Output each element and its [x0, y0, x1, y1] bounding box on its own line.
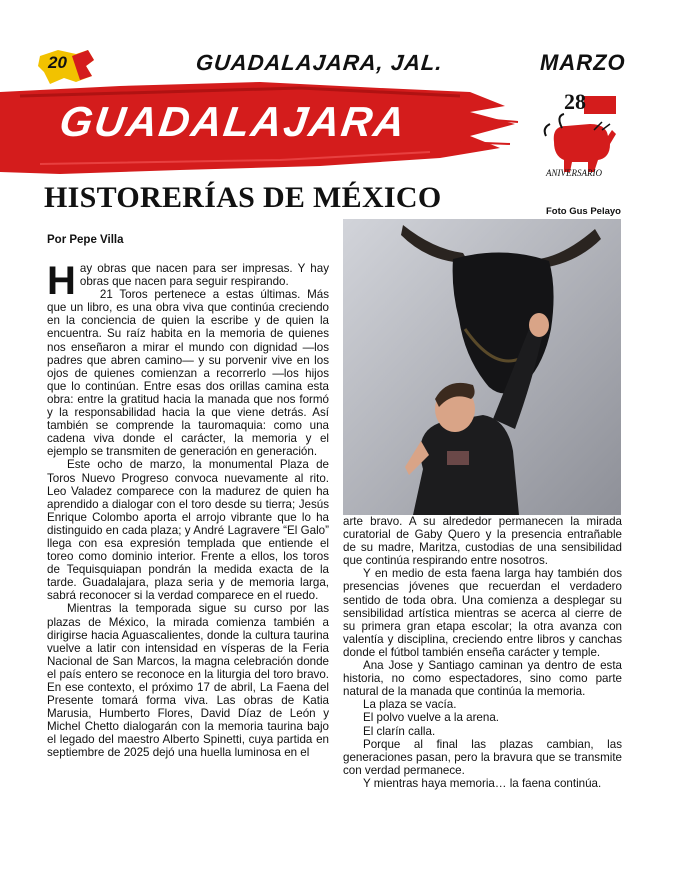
article-paragraph: Mientras la temporada sigue su curso por las plazas de México, la mirada comienza también a dirigirse hacia Aguascalientes, donde la cultura taurina vuelve a latir con intensidad en vísperas de la Feria Nacional de San Marcos, la magna celebración donde el país entero se reconoce en la liturgia del toro bravo. En ese contexto, el próximo 17 de abril, La Faena del Presente tomará forma viva. Las obras de Katia Marusia, Humberto Flores, David Díaz de León y Michel Chetto dialogarán con la memoria taurina bajo el legado del maestro Alberto Spinetti, cuya partida en septiembre de 2025 dejó una huella luminosa en el — [47, 602, 329, 760]
article-headline: HISTORERÍAS DE MÉXICO — [44, 181, 442, 214]
city-dateline: GUADALAJARA, JAL. — [194, 50, 445, 75]
byline: Por Pepe Villa — [47, 234, 124, 246]
month-label: MARZO — [540, 50, 626, 75]
article-paragraph: Y en medio de esta faena larga hay también dos presencias jóvenes que recuerdan el verdadero sentido de toda obra. Una comienza a desplegar su sensibilidad artística mientras se acerca al cierre de su primera gran etapa escolar; la otra avanza con valentía y disciplina, creciendo entre libros y canchas donde el fútbol también enseña carácter y temple. — [343, 567, 622, 659]
section-title: GUADALAJARA — [56, 98, 410, 145]
article-paragraph: Y mientras haya memoria… la faena continúa. — [363, 776, 602, 790]
article-column-left — [47, 259, 329, 760]
drop-cap: H — [47, 259, 76, 303]
article-paragraph: Porque al final las plazas cambian, las generaciones pasan, pero la bravura que se transmite con verdad permanece. — [343, 737, 622, 777]
article-paragraph: Hay obras que nacen para ser impresas. Y hay obras que nacen para seguir respirando. — [47, 259, 329, 303]
verse-line: El polvo vuelve a la arena. — [363, 711, 499, 725]
page-number: 20 — [48, 53, 67, 72]
verse-line: La plaza se vacía. — [363, 698, 457, 712]
article-photo — [343, 219, 621, 515]
article-column-right — [343, 515, 622, 790]
article-paragraph: 21 Toros pertenece a estas últimas. Más que un libro, es una obra viva que continúa creciendo en la conciencia de quien la escribe y de quien la encuentra. Su raíz habita en la memoria de quienes nos enseñaron a mirar el mundo con dignidad —los padres que abren camino— y su porvenir vive en los ojos de quienes comienzan a recorrerlo —los hijos que lo continúan. Entre esas dos orillas camina esta obra: entre la gratitud hacia la manada que nos formó y la responsabilidad hacia la que viene detrás. Así también se comprende la tauromaquia: como una cadena viva donde el carácter, la memoria y el ejemplo se transmiten de generación en generación. — [47, 288, 329, 459]
article-paragraph: arte bravo. A su alrededor permanecen la mirada curatorial de Gaby Quero y la presencia entrañable de su madre, Maritza, custodias de una sensibilidad que continúa respirando entre nosotros. — [343, 515, 622, 568]
anniversary-number: 28 — [564, 89, 586, 114]
photo-credit: Foto Gus Pelayo — [546, 206, 621, 217]
verse-line: El clarín calla. — [363, 724, 436, 738]
anniversary-label: ANIVERSARIO — [546, 168, 602, 178]
article-paragraph: Ana Jose y Santiago caminan ya dentro de esta historia, no como espectadores, sino como parte natural de la manada que continúa la memoria. — [343, 659, 622, 699]
article-paragraph: Este ocho de marzo, la monumental Plaza de Toros Nuevo Progreso convoca nuevamente al rito. Leo Valadez comparece con la madurez de quien ha aprendido a dialogar con el toro desde su tierra; Jesús Enrique Colombo aporta el arrojo vibrante que lo ha distinguido en cada plaza; y André Lagravere “El Galo” llega con esa expresión templada que entiende el toreo como dominio interior. Frente a ellos, los toros de Tequisquiapan pondrán la medida exacta de la tarde. Guadalajara, plaza seria y de memoria larga, sabrá reconocer si la verdad comparece en el ruedo. — [47, 458, 329, 603]
